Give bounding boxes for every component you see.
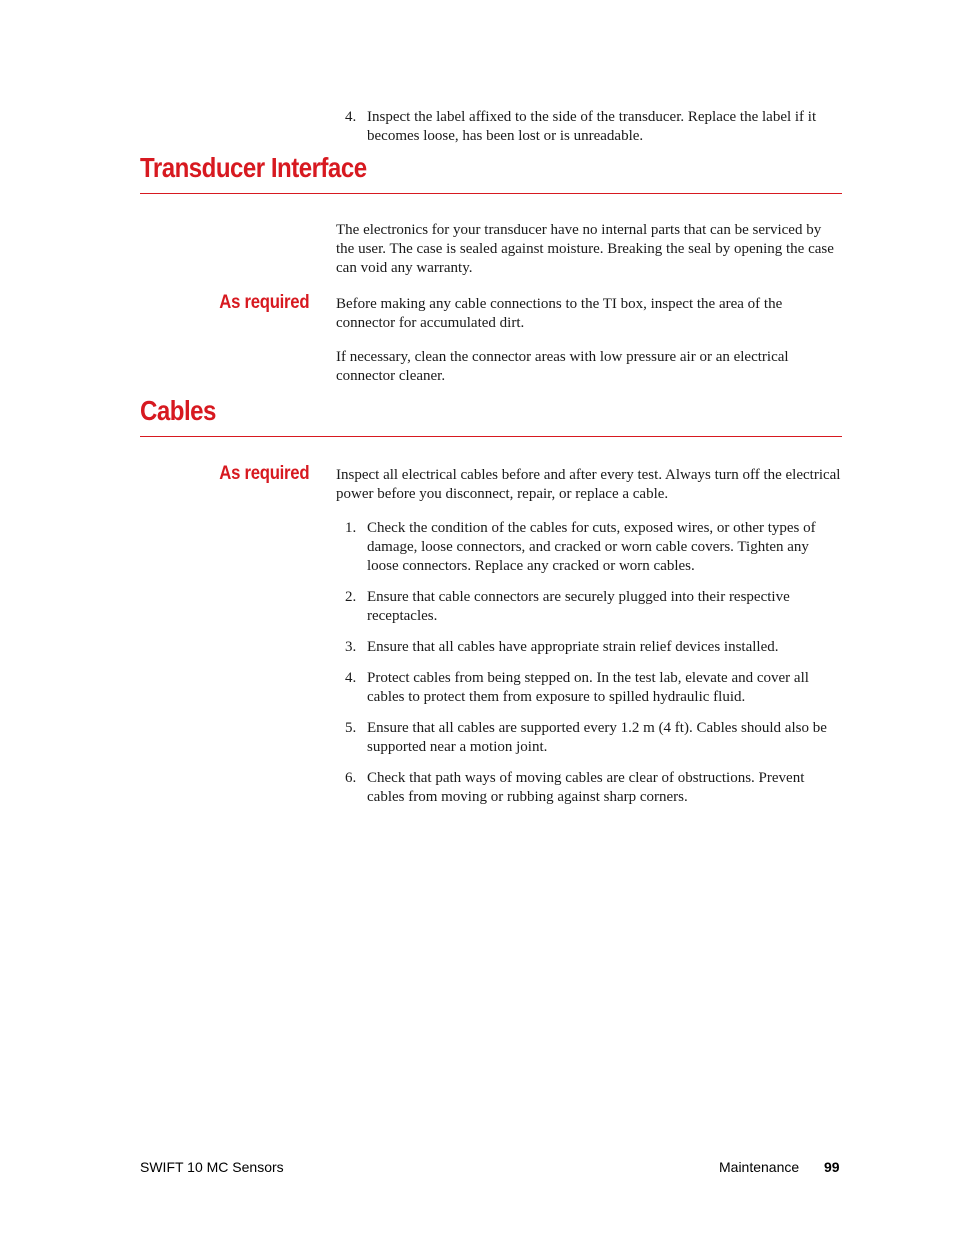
list-item-number: 5.: [345, 720, 357, 736]
list-item: [336, 108, 842, 146]
list-item-number: 4.: [345, 109, 357, 125]
section-divider: [140, 193, 842, 194]
transducer-paragraph-connections: Before making any cable connections to the TI box, inspect the area of the connector for accumulated dirt.: [336, 296, 783, 331]
footer-doc-title: SWIFT 10 MC Sensors: [140, 1159, 284, 1175]
list-item-number: 6.: [345, 770, 357, 786]
side-label-as-required: [140, 292, 309, 314]
list-item-text: Ensure that all cables are supported every 1.2 m (4 ft). Cables should also be supported near a motion joint.: [367, 720, 827, 755]
list-item: [336, 769, 842, 807]
side-label-as-required: [140, 463, 309, 485]
transducer-paragraph-cleaning: If necessary, clean the connector areas with low pressure air or an electrical connector cleaner.: [336, 349, 789, 384]
list-item: [336, 519, 842, 576]
section-heading-cables: Cables: [140, 395, 216, 426]
section-divider: [140, 436, 842, 437]
page-number: 99: [824, 1159, 840, 1175]
list-item-text: Check that path ways of moving cables are clear of obstructions. Prevent cables from moving or rubbing against sharp corners.: [367, 770, 805, 805]
list-item-number: 4.: [345, 670, 357, 686]
list-item-number: 3.: [345, 639, 357, 655]
footer-section-name: Maintenance: [719, 1159, 800, 1175]
list-item-text: Protect cables from being stepped on. In the test lab, elevate and cover all cables to protect them from exposure to spilled hydraulic fluid.: [367, 670, 809, 705]
side-label-text: As required: [218, 463, 309, 484]
list-item: [336, 719, 842, 757]
list-item-text: Inspect the label affixed to the side of the transducer. Replace the label if it becomes loose, has been lost or is unreadable.: [367, 109, 817, 144]
list-item-text: Check the condition of the cables for cuts, exposed wires, or other types of damage, loose connectors, and cracked or worn cable covers. Tighten any loose connectors. Replace any cracked or worn cables.: [367, 520, 816, 574]
side-label-text: As required: [218, 292, 309, 313]
list-item: [336, 588, 842, 626]
list-item-text: Ensure that cable connectors are securely plugged into their respective receptacles.: [367, 589, 790, 624]
list-item-number: 1.: [345, 520, 357, 536]
list-item: [336, 638, 842, 657]
list-item-text: Ensure that all cables have appropriate strain relief devices installed.: [367, 639, 779, 655]
cables-intro-paragraph: Inspect all electrical cables before and after every test. Always turn off the electrical power before you disconnect, repair, or replace a cable.: [336, 467, 841, 502]
transducer-intro-paragraph: The electronics for your transducer have no internal parts that can be serviced by the user. The case is sealed against moisture. Breaking the seal by opening the case can void any warranty.: [336, 222, 834, 276]
section-heading-transducer-interface: Transducer Interface: [140, 152, 367, 183]
list-item: [336, 669, 842, 707]
list-item-number: 2.: [345, 589, 357, 605]
